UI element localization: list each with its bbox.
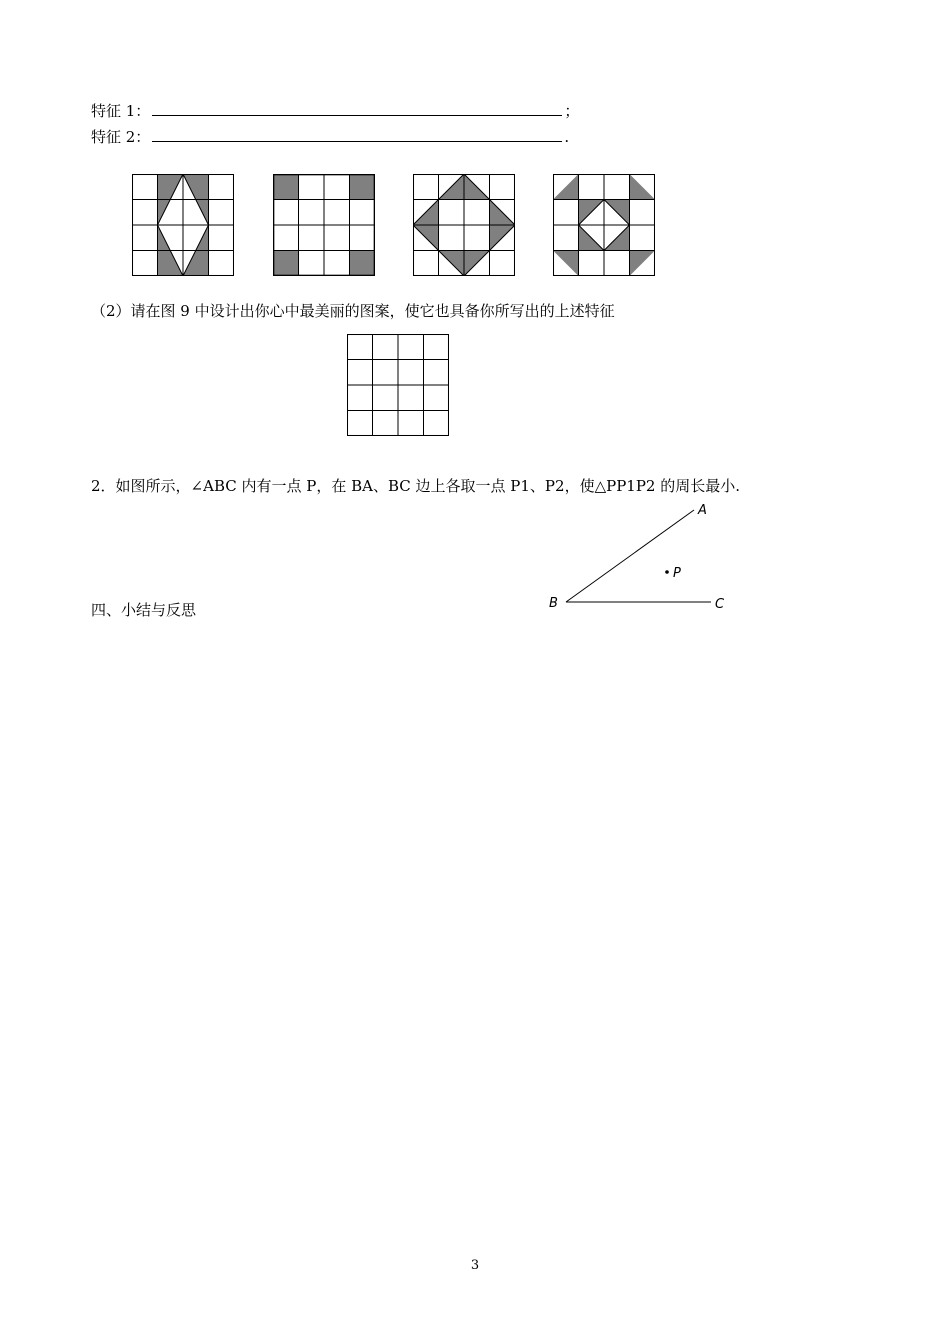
pattern-1: [132, 174, 234, 276]
diamond-pattern-icon: [132, 174, 234, 276]
angle-figure: [540, 498, 740, 616]
label-p: P: [673, 566, 681, 581]
pattern-4: [553, 174, 655, 276]
feature-2-line: [91, 128, 569, 146]
label-c: C: [715, 597, 725, 612]
pattern-2: [273, 174, 375, 276]
section-4-heading: 四、小结与反思: [91, 601, 197, 619]
angle-abc-icon: [540, 498, 740, 616]
page-number: 3: [470, 1258, 480, 1273]
feature-1-blank[interactable]: [152, 102, 562, 116]
corner-squares-pattern-icon: [273, 174, 375, 276]
feature-1-end-mark: ；: [564, 102, 580, 120]
octagon-ring-pattern-icon: [413, 174, 515, 276]
triangle-ring-pattern-icon: [553, 174, 655, 276]
design-grid[interactable]: [347, 334, 449, 436]
feature-2-end-mark: .: [564, 128, 570, 146]
empty-grid-icon: [347, 334, 449, 436]
feature-1-line: [91, 102, 579, 120]
feature-2-blank[interactable]: [152, 128, 562, 142]
feature-2-label: 特征 2：: [91, 128, 151, 146]
pattern-3: [413, 174, 515, 276]
label-a: A: [698, 503, 707, 518]
label-b: B: [549, 596, 558, 611]
feature-1-label: 特征 1：: [91, 102, 151, 120]
question-2: 2．如图所示，∠ABC 内有一点 P，在 BA、BC 边上各取一点 P1、P2，使△PP1P2 的周长最小.: [91, 477, 741, 495]
question-1-2: （2）请在图 9 中设计出你心中最美丽的图案，使它也具备你所写出的上述特征: [91, 302, 615, 320]
